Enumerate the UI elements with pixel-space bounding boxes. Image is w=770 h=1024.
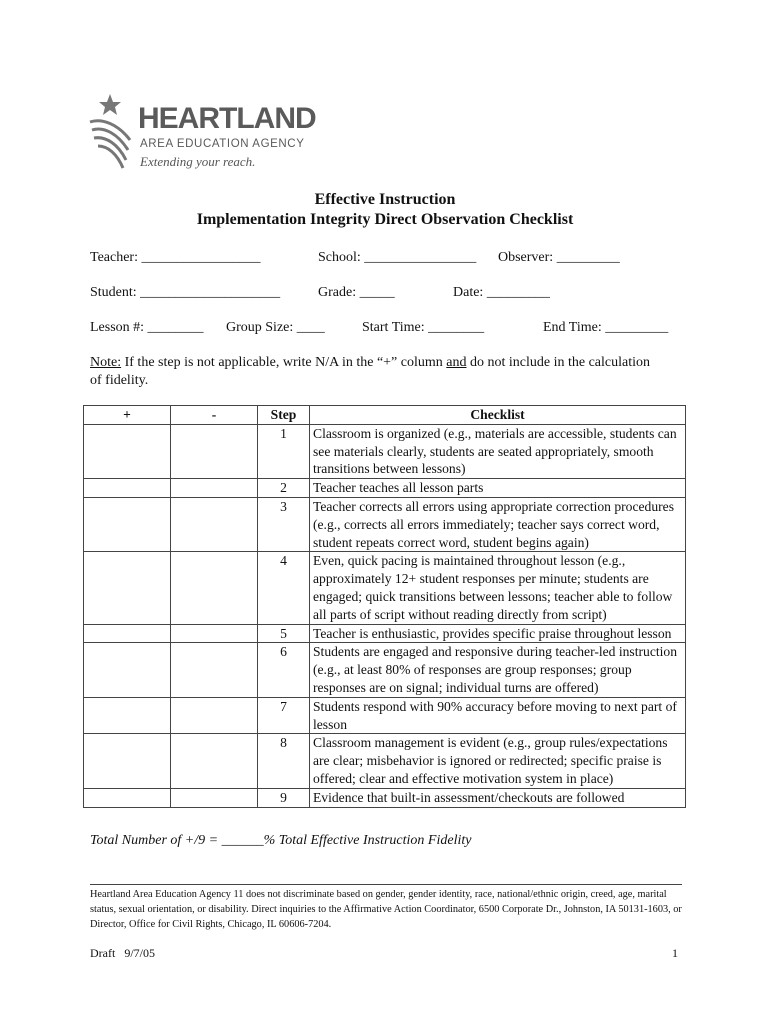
minus-cell[interactable] xyxy=(171,697,258,734)
note-label: Note: xyxy=(90,355,122,370)
plus-cell[interactable] xyxy=(84,552,171,624)
plus-cell[interactable] xyxy=(84,788,171,807)
checklist-item: Classroom management is evident (e.g., group rules/expectations are clear; misbehavior is ignored or redirected; specific praise is offered; clear and effective motivation system in place) xyxy=(310,734,686,788)
plus-cell[interactable] xyxy=(84,497,171,551)
minus-cell[interactable] xyxy=(171,424,258,478)
note-text-b: do not include in the calculation of fidelity. xyxy=(90,355,650,388)
minus-cell[interactable] xyxy=(171,479,258,498)
note-paragraph xyxy=(90,354,650,390)
minus-cell[interactable] xyxy=(171,624,258,643)
school-field: School: ________________ xyxy=(318,250,477,265)
header-plus: + xyxy=(84,406,171,425)
step-number: 6 xyxy=(258,643,310,697)
step-number: 5 xyxy=(258,624,310,643)
date-field: Date: _________ xyxy=(453,285,550,300)
plus-cell[interactable] xyxy=(84,424,171,478)
heartland-logo xyxy=(88,92,316,172)
teacher-field: Teacher: _________________ xyxy=(90,250,261,265)
minus-cell[interactable] xyxy=(171,497,258,551)
step-number: 7 xyxy=(258,697,310,734)
lesson-field: Lesson #: ________ xyxy=(90,320,204,335)
step-number: 2 xyxy=(258,479,310,498)
grade-field: Grade: _____ xyxy=(318,285,395,300)
header-checklist: Checklist xyxy=(310,406,686,425)
table-row xyxy=(84,643,686,697)
doc-title: Effective Instruction xyxy=(314,191,456,208)
student-field: Student: ____________________ xyxy=(90,285,281,300)
table-row xyxy=(84,788,686,807)
table-row xyxy=(84,552,686,624)
table-header-row xyxy=(84,406,686,425)
plus-cell[interactable] xyxy=(84,697,171,734)
page-number: 1 xyxy=(672,946,678,960)
checklist-item: Teacher corrects all errors using appropriate correction procedures (e.g., corrects all errors immediately; teacher says correct word, student repeats correct word, student begins again) xyxy=(310,497,686,551)
checklist-item: Teacher is enthusiastic, provides specific praise throughout lesson xyxy=(310,624,686,643)
checklist-item: Classroom is organized (e.g., materials are accessible, students can see materials clearly, students are seated appropriately, smooth transitions between lessons) xyxy=(310,424,686,478)
plus-cell[interactable] xyxy=(84,624,171,643)
plus-cell[interactable] xyxy=(84,734,171,788)
logo-agency: AREA EDUCATION AGENCY xyxy=(140,138,305,150)
checklist-item: Students are engaged and responsive during teacher-led instruction (e.g., at least 80% of responses are group responses; group responses are on signal; individual turns are offered) xyxy=(310,643,686,697)
note-text-a: If the step is not applicable, write N/A in the “+” column xyxy=(121,355,447,370)
table-row xyxy=(84,697,686,734)
total-fidelity-line: Total Number of +/9 = ______% Total Effective Instruction Fidelity xyxy=(90,833,472,848)
plus-cell[interactable] xyxy=(84,479,171,498)
draft-date: Draft 9/7/05 xyxy=(90,946,155,960)
checklist-item: Teacher teaches all lesson parts xyxy=(310,479,686,498)
checklist-item: Even, quick pacing is maintained throughout lesson (e.g., approximately 12+ student responses per minute; students are engaged; quick transitions between lessons; teacher able to follow all parts of script without reading directly from script) xyxy=(310,552,686,624)
table-row xyxy=(84,624,686,643)
table-row xyxy=(84,424,686,478)
note-and: and xyxy=(446,355,467,370)
step-number: 3 xyxy=(258,497,310,551)
observer-field: Observer: _________ xyxy=(498,250,620,265)
minus-cell[interactable] xyxy=(171,734,258,788)
star-swoosh-icon xyxy=(88,92,138,172)
table-row xyxy=(84,734,686,788)
checklist-item: Evidence that built-in assessment/checkouts are followed xyxy=(310,788,686,807)
logo-tagline: Extending your reach. xyxy=(140,154,256,169)
checklist-table xyxy=(83,405,686,808)
group-size-field: Group Size: ____ xyxy=(226,320,325,335)
minus-cell[interactable] xyxy=(171,643,258,697)
step-number: 8 xyxy=(258,734,310,788)
minus-cell[interactable] xyxy=(171,788,258,807)
step-number: 9 xyxy=(258,788,310,807)
table-row xyxy=(84,497,686,551)
header-step: Step xyxy=(258,406,310,425)
doc-subtitle: Implementation Integrity Direct Observation Checklist xyxy=(196,211,574,228)
plus-cell[interactable] xyxy=(84,643,171,697)
logo-wordmark: HEARTLAND xyxy=(138,102,316,135)
nondiscrimination-notice: Heartland Area Education Agency 11 does not discriminate based on gender, gender identity, race, national/ethnic origin, creed, age, marital status, sexual orientation, or disability. Direct inquiries to the Affirmative Action Coordinator, 6500 Corporate Dr., Johnston, IA 50131-1603, or Director, Office for Civil Rights, Chicago, IL 60606-7204. xyxy=(90,889,682,930)
header-minus: - xyxy=(171,406,258,425)
footer-divider xyxy=(90,884,682,885)
table-row xyxy=(84,479,686,498)
start-time-field: Start Time: ________ xyxy=(362,320,485,335)
checklist-item: Students respond with 90% accuracy before moving to next part of lesson xyxy=(310,697,686,734)
minus-cell[interactable] xyxy=(171,552,258,624)
end-time-field: End Time: _________ xyxy=(543,320,669,335)
step-number: 4 xyxy=(258,552,310,624)
step-number: 1 xyxy=(258,424,310,478)
